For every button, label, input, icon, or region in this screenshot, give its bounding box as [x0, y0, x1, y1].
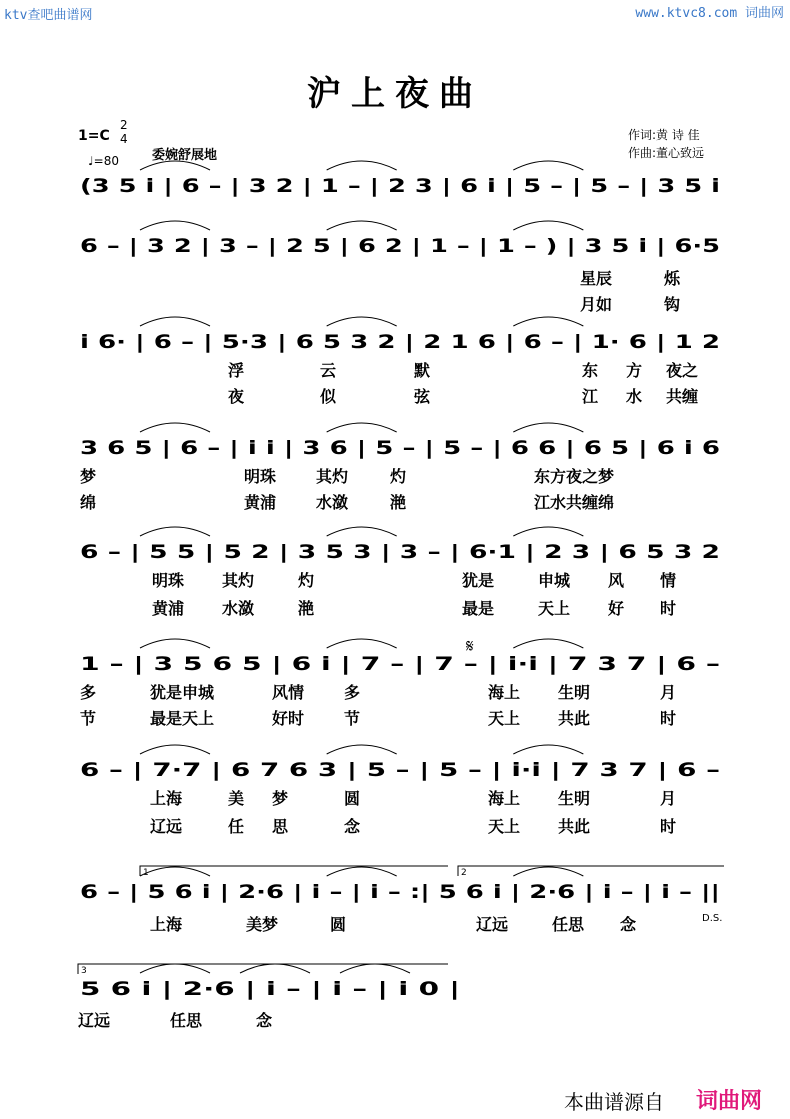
slur-arc	[327, 745, 397, 754]
notation-line-3: i 6· | 6 – | 5·3 | 6 5 3 2 | 2 1 6 | 6 – | 1· 6 | 1 2	[80, 331, 720, 353]
lyric-verse2-5-3: 滟	[298, 599, 315, 618]
volta-number: 1	[143, 868, 149, 878]
slur-arc	[327, 161, 397, 170]
tempo-marking: ♩=80	[88, 154, 119, 168]
lyric-verse2-3-5: 水	[626, 387, 643, 406]
lyric-verse1-2-2: 烁	[664, 269, 681, 288]
slur-arc	[140, 161, 210, 170]
composer-credit: 作曲:董心致远	[628, 146, 705, 160]
time-signature-bottom: 4	[120, 132, 128, 146]
slur-arc	[140, 745, 210, 754]
lyric-verse1-4-2: 明珠	[244, 467, 277, 486]
footer-source-label: 本曲谱源自	[564, 1090, 664, 1114]
lyric-verse2-7-4: 念	[344, 817, 361, 836]
lyric-verse1-6-6: 生明	[558, 683, 591, 702]
lyric-verse1-7-7: 月	[660, 789, 677, 808]
time-signature-top: 2	[120, 118, 128, 132]
lyric-verse1-6-4: 多	[344, 683, 361, 702]
notation-line-4: 3 6 5 | 6 – | i i | 3 6 | 5 – | 5 – | 6 6 | 6 5 | 6 i 6	[80, 437, 720, 459]
lyric-verse2-7-2: 任	[228, 817, 245, 836]
notation-line-1: (3 5 i | 6 – | 3 2 | 1 – | 2 3 | 6 i | 5 – | 5 – | 3 5 i	[80, 175, 720, 197]
lyric-verse2-4-4: 滟	[390, 493, 407, 512]
lyric-verse2-4-3: 水潋	[316, 493, 349, 512]
lyric-verse1-7-4: 圆	[344, 789, 361, 808]
lyric-verse1-5-1: 明珠	[152, 571, 185, 590]
lyric-verse2-3-1: 夜	[228, 387, 245, 406]
lyric-verse1-8-3: 圆	[330, 915, 347, 934]
slur-arc	[327, 221, 397, 230]
lyric-verse1-8-5: 任思	[552, 915, 585, 934]
lyric-verse1-6-2: 犹是申城	[150, 683, 215, 702]
slur-arc	[240, 964, 310, 973]
lyric-verse2-5-1: 黄浦	[152, 599, 185, 618]
lyric-verse2-6-6: 共此	[558, 709, 591, 728]
song-title: 沪上夜曲	[307, 74, 483, 114]
slur-arc	[140, 639, 210, 648]
slur-arc	[327, 423, 397, 432]
lyric-verse1-8-2: 美梦	[246, 915, 279, 934]
lyric-verse1-3-4: 东	[582, 361, 599, 380]
lyric-verse1-6-5: 海上	[488, 683, 521, 702]
lyric-verse1-7-6: 生明	[558, 789, 591, 808]
lyric-verse1-3-2: 云	[320, 361, 337, 380]
notation-line-8: 6 – | 5 6 i | 2·6 | i – | i – :| 5 6 i | 2·6 | i – | i – ||	[80, 881, 720, 903]
score-system-7	[80, 745, 720, 836]
lyric-verse1-2-1: 星辰	[580, 269, 613, 288]
score-system-5	[80, 527, 720, 618]
lyric-verse2-4-2: 黄浦	[244, 493, 277, 512]
slur-arc	[140, 527, 210, 536]
score-system-8	[80, 867, 723, 934]
lyric-verse1-8-1: 上海	[150, 915, 183, 934]
lyric-verse1-7-5: 海上	[488, 789, 521, 808]
notation-line-9: 5 6 i | 2·6 | i – | i – | i 0 |	[80, 978, 460, 1000]
lyric-verse1-8-6: 念	[620, 915, 637, 934]
lyric-verse2-6-2: 最是天上	[150, 709, 215, 728]
ds-mark: D.S.	[702, 913, 723, 924]
lyric-verse1-3-1: 浮	[228, 361, 245, 380]
lyric-verse1-4-5: 东方夜之梦	[534, 467, 615, 486]
lyric-verse1-4-4: 灼	[390, 467, 407, 486]
lyric-verse2-7-5: 天上	[488, 817, 521, 836]
watermark-right: www.ktvc8.com 词曲网	[635, 6, 784, 21]
lyric-verse2-5-7: 时	[660, 599, 677, 618]
lyric-verse2-6-1: 节	[80, 709, 97, 728]
lyric-verse1-6-3: 风情	[272, 683, 305, 702]
slur-arc	[513, 317, 583, 326]
score-system-9	[78, 964, 460, 1030]
lyric-verse1-5-6: 风	[608, 571, 625, 590]
lyricist-credit: 作词:黄 诗 佳	[628, 128, 700, 142]
lyric-verse1-3-5: 方	[626, 361, 643, 380]
lyric-verse2-5-6: 好	[608, 599, 625, 618]
slur-arc	[513, 221, 583, 230]
slur-arc	[513, 161, 583, 170]
lyric-verse2-3-6: 共缠	[666, 387, 699, 406]
slur-arc	[140, 964, 210, 973]
lyric-verse1-5-7: 情	[660, 571, 677, 590]
slur-arc	[140, 317, 210, 326]
score-system-3	[80, 317, 720, 406]
slur-arc	[513, 527, 583, 536]
lyric-verse2-2-1: 月如	[580, 295, 613, 314]
lyric-verse1-9-1: 辽远	[78, 1011, 111, 1030]
volta-bracket-2	[458, 866, 724, 878]
lyric-verse1-6-7: 月	[660, 683, 677, 702]
lyric-verse2-2-2: 钩	[664, 295, 681, 314]
slur-arc	[340, 964, 410, 973]
slur-arc	[513, 423, 583, 432]
slur-arc	[327, 527, 397, 536]
lyric-verse2-5-2: 水潋	[222, 599, 255, 618]
slur-arc	[140, 867, 210, 876]
lyric-verse2-4-5: 江水共缠绵	[534, 493, 615, 512]
lyric-verse1-9-3: 念	[256, 1011, 273, 1030]
lyric-verse1-5-4: 犹是	[462, 571, 495, 590]
lyric-verse2-3-3: 弦	[414, 387, 431, 406]
lyric-verse2-5-5: 天上	[538, 599, 571, 618]
lyric-verse1-3-6: 夜之	[666, 361, 699, 380]
notation-line-5: 6 – | 5 5 | 5 2 | 3 5 3 | 3 – | 6·1 | 2 3 | 6 5 3 2	[80, 541, 720, 563]
lyric-verse1-5-5: 申城	[538, 571, 571, 590]
slur-arc	[327, 317, 397, 326]
volta-number: 2	[461, 868, 467, 878]
lyric-verse1-8-4: 辽远	[476, 915, 509, 934]
lyric-verse2-3-2: 似	[320, 387, 337, 406]
lyric-verse2-4-1: 绵	[80, 493, 97, 512]
lyric-verse2-3-4: 江	[582, 387, 599, 406]
segno-icon: 𝄋	[466, 636, 474, 657]
score-system-1	[80, 161, 720, 197]
lyric-verse1-7-3: 梦	[272, 789, 289, 808]
slur-arc	[513, 867, 583, 876]
lyric-verse1-6-1: 多	[80, 683, 97, 702]
volta-number: 3	[81, 966, 87, 976]
volta-line	[458, 866, 724, 876]
slur-arc	[140, 423, 210, 432]
score-system-6	[80, 639, 720, 728]
slur-arc	[327, 639, 397, 648]
slur-arc	[327, 867, 397, 876]
watermark-left: ktv查吧曲谱网	[4, 8, 93, 23]
lyric-verse2-6-3: 好时	[272, 709, 305, 728]
notation-line-2: 6 – | 3 2 | 3 – | 2 5 | 6 2 | 1 – | 1 – ) | 3 5 i | 6·5	[80, 235, 720, 257]
lyric-verse1-7-1: 上海	[150, 789, 183, 808]
lyric-verse2-7-1: 辽远	[150, 817, 183, 836]
expression-marking: 委婉舒展地	[152, 148, 218, 163]
key-signature: 1=C	[78, 128, 110, 144]
slur-arc	[513, 639, 583, 648]
lyric-verse1-4-3: 其灼	[316, 467, 349, 486]
lyric-verse2-7-6: 共此	[558, 817, 591, 836]
lyric-verse1-4-1: 梦	[80, 467, 97, 486]
slur-arc	[513, 745, 583, 754]
lyric-verse2-5-4: 最是	[462, 599, 495, 618]
score-system-4	[80, 423, 720, 512]
lyric-verse1-5-2: 其灼	[222, 571, 255, 590]
footer-site-name: 词曲网	[696, 1089, 763, 1114]
lyric-verse2-6-4: 节	[344, 709, 361, 728]
lyric-verse2-7-7: 时	[660, 817, 677, 836]
lyric-verse2-7-3: 思	[272, 817, 289, 836]
score-system-2	[80, 221, 720, 314]
lyric-verse1-7-2: 美	[228, 789, 245, 808]
lyric-verse2-6-5: 天上	[488, 709, 521, 728]
notation-line-7: 6 – | 7·7 | 6 7 6 3 | 5 – | 5 – | i·i | 7 3 7 | 6 –	[80, 759, 720, 781]
lyric-verse1-9-2: 任思	[170, 1011, 203, 1030]
lyric-verse1-5-3: 灼	[298, 571, 315, 590]
slur-arc	[140, 221, 210, 230]
lyric-verse1-3-3: 默	[414, 361, 431, 380]
lyric-verse2-6-7: 时	[660, 709, 677, 728]
notation-line-6: 1 – | 3 5 6 5 | 6 i | 7 – | 7 – | i·i | 7 3 7 | 6 –	[80, 653, 720, 675]
